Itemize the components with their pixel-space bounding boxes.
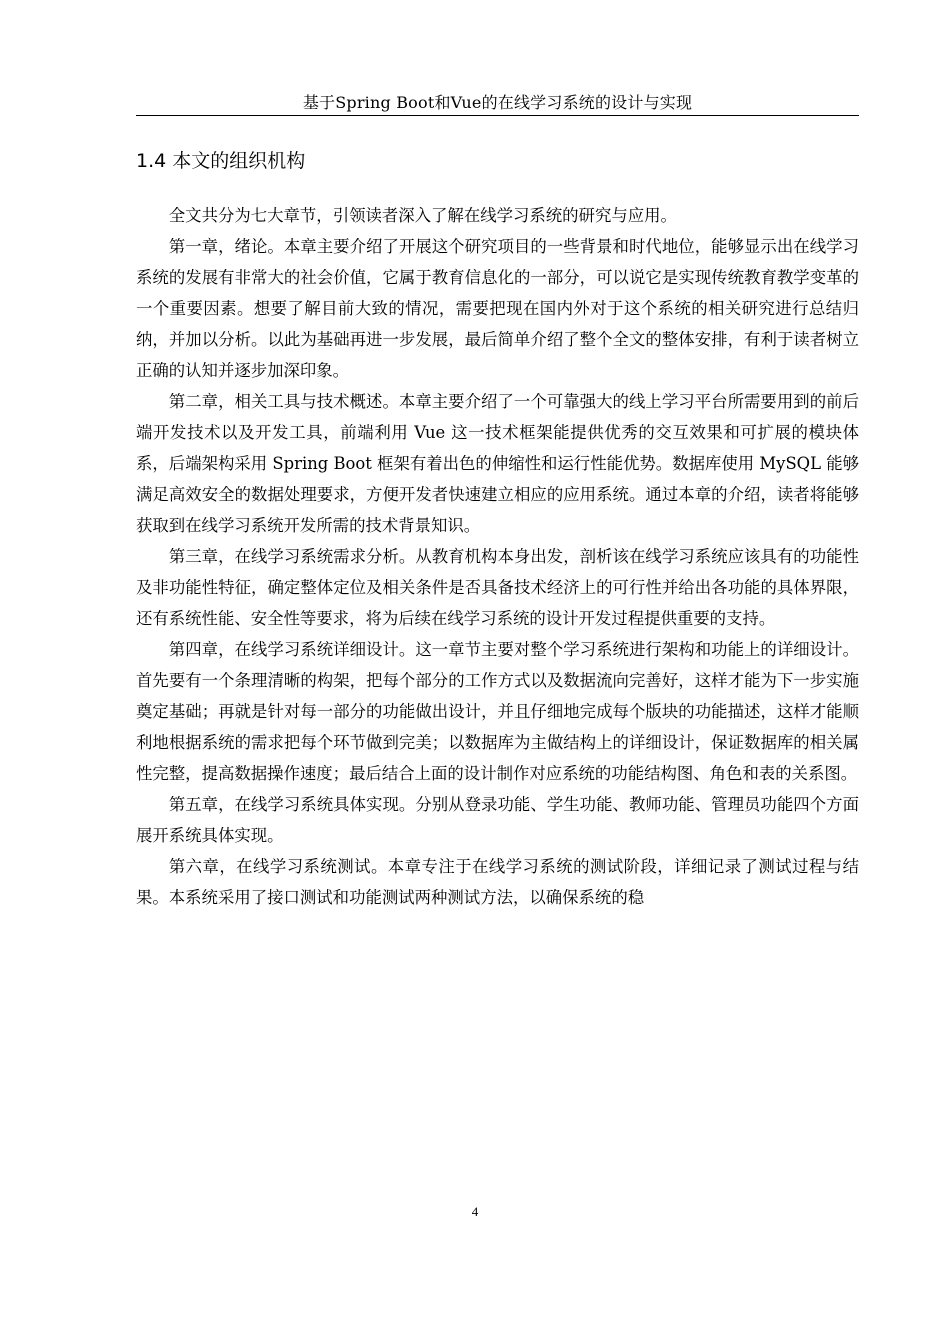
- paragraph-chapter-6: 第六章，在线学习系统测试。本章专注于在线学习系统的测试阶段，详细记录了测试过程与结果。本系统采用了接口测试和功能测试两种测试方法，以确保系统的稳: [136, 857, 859, 907]
- paragraph-chapter-5: 第五章，在线学习系统具体实现。分别从登录功能、学生功能、教师功能、管理员功能四个方面展开系统具体实现。: [136, 795, 859, 845]
- page-number: 4: [471, 1204, 479, 1219]
- header-divider: [136, 115, 859, 116]
- section-title: 1.4 本文的组织机构: [136, 150, 306, 172]
- paragraph-chapter-4: 第四章，在线学习系统详细设计。这一章节主要对整个学习系统进行架构和功能上的详细设计。首先要有一个条理清晰的构架，把每个部分的工作方式以及数据流向完善好，这样才能为下一步实施奠定基础；再就是针对每一部分的功能做出设计，并且仔细地完成每个版块的功能描述，这样才能顺利地根据系统的需求把每个环节做到完美；以数据库为主做结构上的详细设计，保证数据库的相关属性完整，提高数据操作速度；最后结合上面的设计制作对应系统的功能结构图、角色和表的关系图。: [136, 640, 859, 783]
- body-text: [136, 200, 859, 913]
- paragraph-chapter-2: 第二章，相关工具与技术概述。本章主要介绍了一个可靠强大的线上学习平台所需要用到的前后端开发技术以及开发工具，前端利用 Vue 这一技术框架能提供优秀的交互效果和可扩展的模块体系，后端架构采用 Spring Boot 框架有着出色的伸缩性和运行性能优势。数据库使用 MySQL 能够满足高效安全的数据处理要求，方便开发者快速建立相应的应用系统。通过本章的介绍，读者将能够获取到在线学习系统开发所需的技术背景知识。: [136, 392, 859, 535]
- paragraph-chapter-3: 第三章，在线学习系统需求分析。从教育机构本身出发，剖析该在线学习系统应该具有的功能性及非功能性特征，确定整体定位及相关条件是否具备技术经济上的可行性并给出各功能的具体界限，还有系统性能、安全性等要求，将为后续在线学习系统的设计开发过程提供重要的支持。: [136, 547, 859, 628]
- paragraph-chapter-1: 第一章，绪论。本章主要介绍了开展这个研究项目的一些背景和时代地位，能够显示出在线学习系统的发展有非常大的社会价值，它属于教育信息化的一部分，可以说它是实现传统教育教学变革的一个重要因素。想要了解目前大致的情况，需要把现在国内外对于这个系统的相关研究进行总结归纳，并加以分析。以此为基础再进一步发展，最后简单介绍了整个全文的整体安排，有利于读者树立正确的认知并逐步加深印象。: [136, 237, 859, 380]
- paragraph-intro: 全文共分为七大章节，引领读者深入了解在线学习系统的研究与应用。: [168, 206, 677, 225]
- page-header-title: 基于Spring Boot和Vue的在线学习系统的设计与实现: [302, 93, 693, 112]
